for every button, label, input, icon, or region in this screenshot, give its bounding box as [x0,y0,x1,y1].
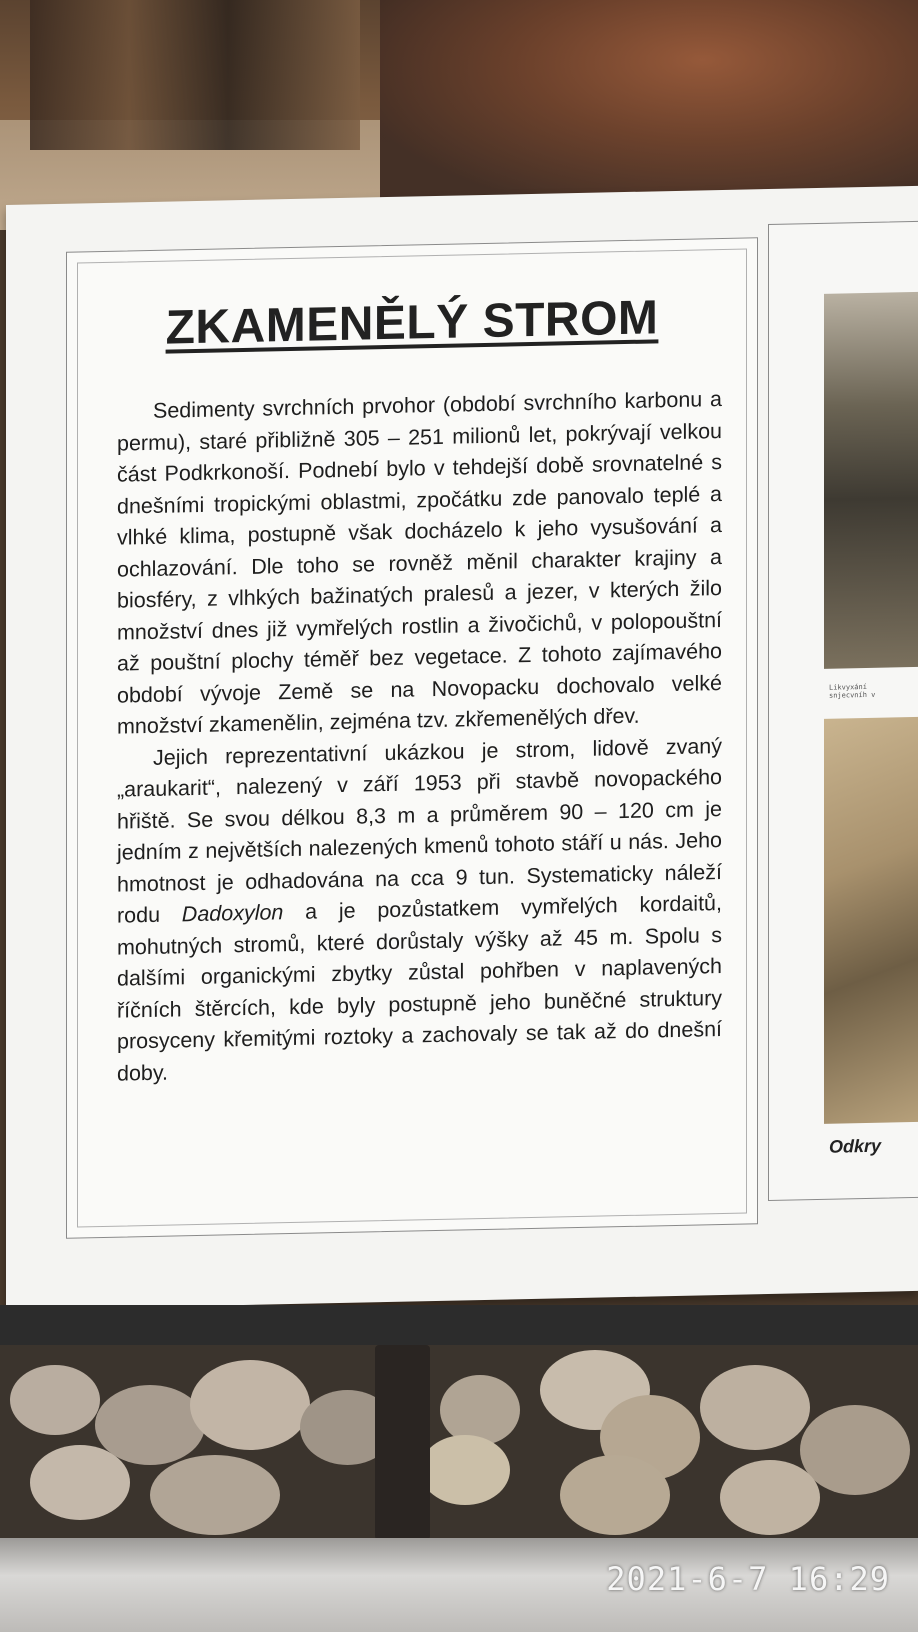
historic-photo-bottom [824,716,918,1124]
photo-caption: Odkry [829,1135,882,1157]
photo-panel [768,220,918,1201]
gravel-stones [0,1345,918,1540]
paragraph-2-end: a je pozůstatkem vymřelých kordaitů, mohutných stromů, které dorůstaly výšky až 45 m. Spolu s dalšími organickými zbytky zůstal pohřben v naplavených říčních štěrcích, kde byly postupně jeho buněčné struktury prosyceny křemitými roztoky a zachovaly se tak až do dnešní doby. [117,891,722,1086]
stone [560,1455,670,1535]
paragraph-1: Sedimenty svrchních prvohor (období svrchního karbonu a permu), staré přibližně 305 – 251 milionů let, pokrývají velkou část Podkrkonoší. Podnebí bylo v tehdejší době srovnatelné s dnešními tropickými oblastmi, zpočátku zde panovalo teplé a vlhké klima, postupně však docházelo k jeho vysušování a ochlazování. Dle toho se rovněž měnil charakter krajiny a biosféry, z vlhkých bažinatých pralesů a jezer, v kterých žilo množství dnes již vymřelých rostlin a živočichů, v polopouštní až pouštní plochy téměř bez vegetace. Z tohoto zajímavého období vývoje Země se na Novopacku dochovalo velké množství zkamenělin, zejména tzv. zkřemenělých dřev. [117,387,722,739]
genus-name: Dadoxylon [181,900,284,927]
stone [420,1435,510,1505]
paragraph-2 [117,731,722,1090]
post [375,1345,430,1540]
historic-photo-top [824,291,918,669]
text-panel [66,237,758,1238]
stone [30,1445,130,1520]
stone [700,1365,810,1450]
information-board [6,186,918,1310]
stone [190,1360,310,1450]
paragraph-2-start: Jejich reprezentativní ukázkou je strom, lidově zvaný „araukarit“, nalezený v září 1953 při stavbě novopackého hřiště. Se svou délkou 8,3 m a průměrem 90 – 120 cm je jedním z největších nalezených kmenů tohoto stáří u nás. Jeho hmotnost je odhadována na cca 9 tun. Systematicky náleží rodu [117,733,722,928]
photo-caption-small: Likvyxání snjecvníh v [829,682,876,700]
sign-body [117,384,722,1090]
stone [720,1460,820,1535]
background-window-reflection [30,0,360,150]
stone [440,1375,520,1445]
sign-title: ZKAMENĚLÝ STROM [165,291,659,355]
board-frame [0,1305,918,1345]
stone [800,1405,910,1495]
photo-timestamp: 2021-6-7 16:29 [606,1560,890,1598]
stone [10,1365,100,1435]
background-tree-reflection [380,0,918,200]
stone [150,1455,280,1535]
